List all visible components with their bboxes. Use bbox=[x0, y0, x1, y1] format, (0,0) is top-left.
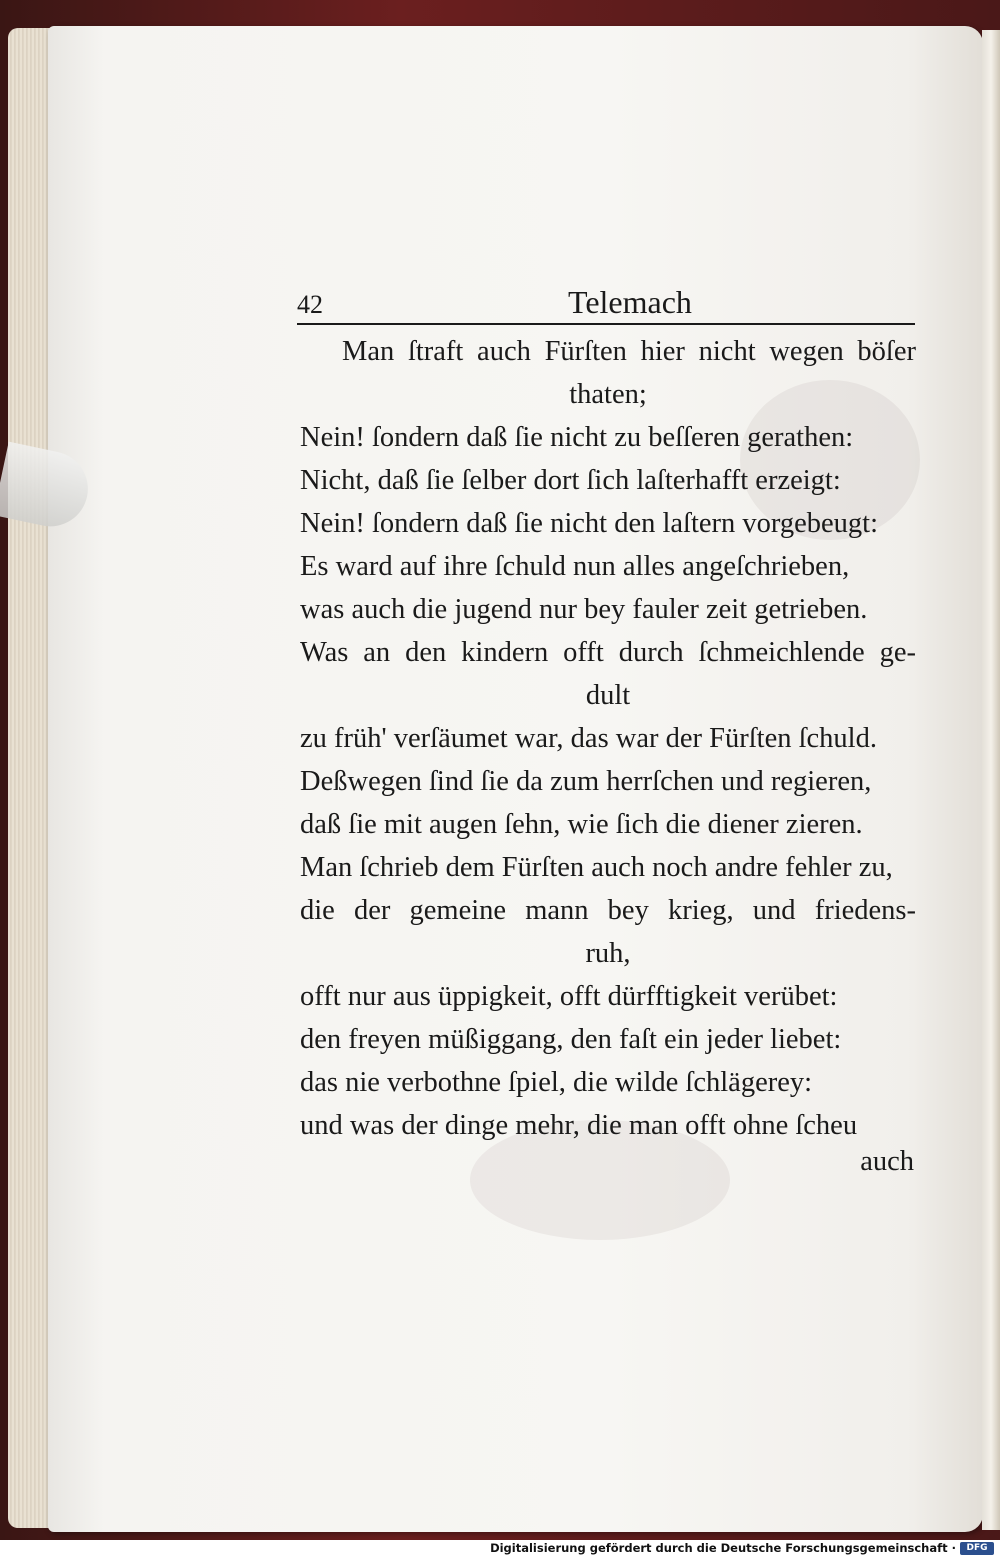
verse-line: den freyen müßiggang, den faſt ein jeder liebet: bbox=[300, 1024, 842, 1055]
dfg-logo: DFG bbox=[960, 1542, 994, 1555]
verse-line: das nie verbothne ſpiel, die wilde ſchlägerey: bbox=[300, 1067, 813, 1098]
verse-line: offt nur aus üppigkeit, offt dürfftigkeit verübet: bbox=[300, 981, 838, 1012]
facing-page-edge bbox=[982, 30, 1000, 1530]
verse-text bbox=[300, 330, 916, 1147]
funding-credit: Digitalisierung gefördert durch die Deutsche Forschungsgemeinschaft · bbox=[490, 1541, 956, 1555]
running-head: Telemach bbox=[568, 284, 692, 320]
verse-line: Es ward auf ihre ſchuld nun alles angeſchrieben, bbox=[300, 551, 850, 582]
verse-line: thaten; bbox=[569, 379, 647, 410]
verse-line: ruh, bbox=[585, 938, 631, 969]
page-number: 42 bbox=[297, 290, 323, 319]
verse-line: und was der dinge mehr, die man offt ohne ſcheu bbox=[300, 1110, 858, 1141]
verse-line: daß ſie mit augen ſehn, wie ſich die diener zieren. bbox=[300, 809, 863, 840]
verse-line: Man ſtraft auch Fürſten hier nicht wegen böſer bbox=[342, 336, 916, 367]
verse-line: Deßwegen ſind ſie da zum herrſchen und regieren, bbox=[300, 766, 872, 797]
verse-line: zu früh' verſäumet war, das war der Fürſten ſchuld. bbox=[300, 723, 877, 754]
header-rule bbox=[297, 323, 915, 325]
catchword: auch bbox=[860, 1146, 914, 1177]
verse-line: Was an den kindern offt durch ſchmeichlende ge- bbox=[300, 637, 916, 668]
verse-line: Nicht, daß ſie ſelber dort ſich laſterhafft erzeigt: bbox=[300, 465, 841, 496]
verse-line: dult bbox=[585, 680, 631, 711]
verse-line: Nein! ſondern daß ſie nicht den laſtern vorgebeugt: bbox=[300, 508, 879, 539]
verse-line: Man ſchrieb dem Fürſten auch noch andre fehler zu, bbox=[300, 852, 893, 883]
verse-line: die der gemeine mann bey krieg, und friedens- bbox=[300, 895, 916, 926]
verse-line: was auch die jugend nur bey fauler zeit getrieben. bbox=[300, 594, 868, 625]
verse-line: Nein! ſondern daß ſie nicht zu beſſeren gerathen: bbox=[300, 422, 854, 453]
